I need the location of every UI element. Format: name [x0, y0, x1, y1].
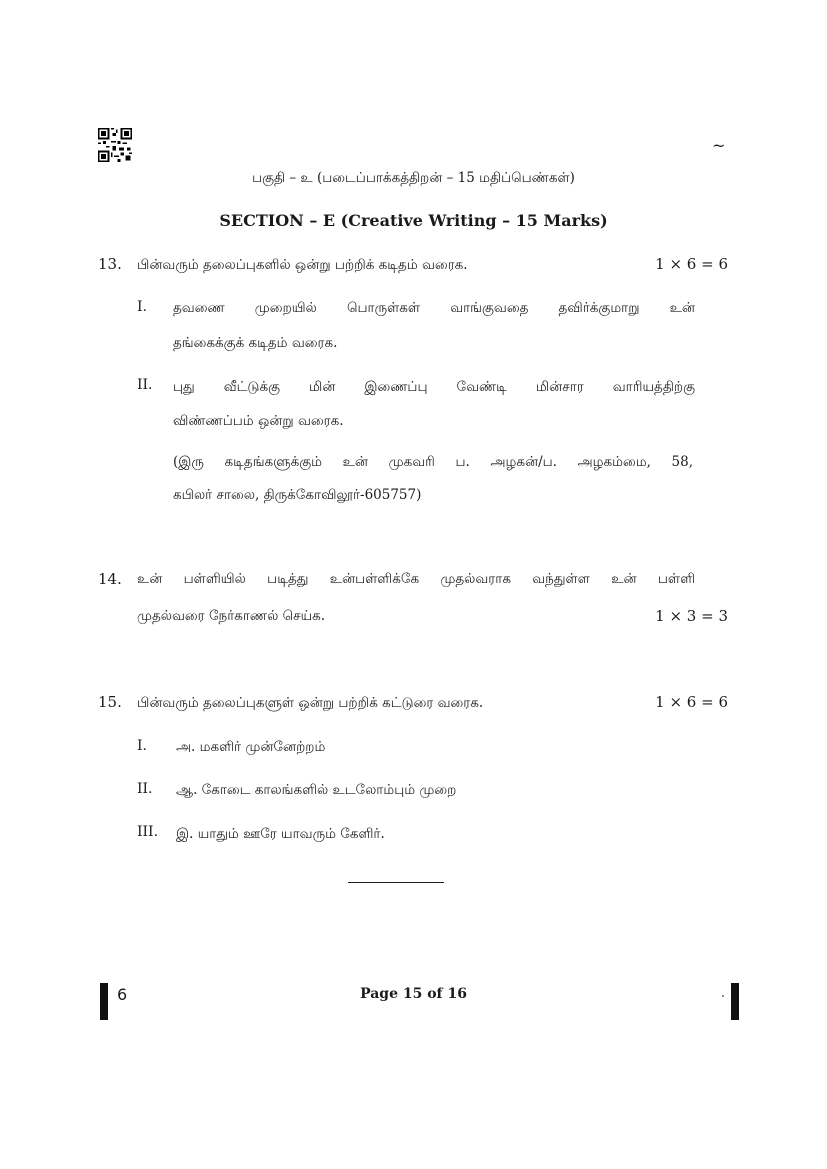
- corner-mark: ~: [712, 136, 726, 155]
- option-15-2-text: ஆ. கோடை காலங்களில் உடலோம்பும் முறை: [176, 782, 457, 798]
- qr-code: [98, 128, 132, 162]
- option-15-2-label: II.: [137, 781, 153, 797]
- question-15-number: 15.: [98, 693, 122, 711]
- option-15-1-label: I.: [137, 738, 147, 754]
- question-15-text: பின்வரும் தலைப்புகளுள் ஒன்று பற்றிக் கட்டுரை வரைக.: [137, 695, 484, 711]
- question-14-marks: 1 × 3 = 3: [655, 607, 728, 625]
- footer-bar-right: [731, 983, 739, 1020]
- option-15-3-label: III.: [137, 824, 159, 840]
- question-14-number: 14.: [98, 570, 122, 588]
- question-14-line-2: முதல்வரை நேர்காணல் செய்க.: [137, 608, 326, 624]
- question-13-number: 13.: [98, 255, 122, 273]
- section-title: SECTION – E (Creative Writing – 15 Marks): [219, 211, 608, 230]
- option-13-2-line-2: விண்ணப்பம் ஒன்று வரைக.: [173, 413, 344, 429]
- page-number: Page 15 of 16: [360, 986, 467, 1002]
- address-note-line-2: கபிலர் சாலை, திருக்கோவிலூர்-605757): [173, 487, 422, 503]
- option-13-2-label: II.: [137, 377, 153, 393]
- address-note-line-1: (இரு கடிதங்களுக்கும் உன் முகவரி ப. அழகன்/ப. அழகம்மை, 58,: [173, 454, 693, 470]
- option-13-1-line-2: தங்கைக்குக் கடிதம் வரைக.: [173, 335, 338, 351]
- footer-dot: [722, 995, 724, 997]
- end-rule: [348, 882, 444, 883]
- question-13-marks: 1 × 6 = 6: [655, 255, 728, 273]
- option-13-1-line-1: தவணை முறையில் பொருள்கள் வாங்குவதை தவிர்க்குமாறு உன்: [173, 300, 695, 316]
- question-15-marks: 1 × 6 = 6: [655, 693, 728, 711]
- part-title: பகுதி – உ (படைப்பாக்கத்திறன் – 15 மதிப்பெண்கள்): [252, 170, 575, 186]
- option-13-1-label: I.: [137, 299, 147, 315]
- option-15-1-text: அ. மகளிர் முன்னேற்றம்: [176, 739, 326, 755]
- option-15-3-text: இ. யாதும் ஊரே யாவரும் கேளிர்.: [176, 826, 385, 842]
- page-code: 6: [117, 985, 128, 1004]
- question-14-line-1: உன் பள்ளியில் படித்து உன்பள்ளிக்கே முதல்வராக வந்துள்ள உன் பள்ளி: [137, 571, 695, 587]
- option-13-2-line-1: புது வீட்டுக்கு மின் இணைப்பு வேண்டி மின்சார வாரியத்திற்கு: [173, 379, 695, 395]
- question-13-text: பின்வரும் தலைப்புகளில் ஒன்று பற்றிக் கடிதம் வரைக.: [137, 257, 468, 273]
